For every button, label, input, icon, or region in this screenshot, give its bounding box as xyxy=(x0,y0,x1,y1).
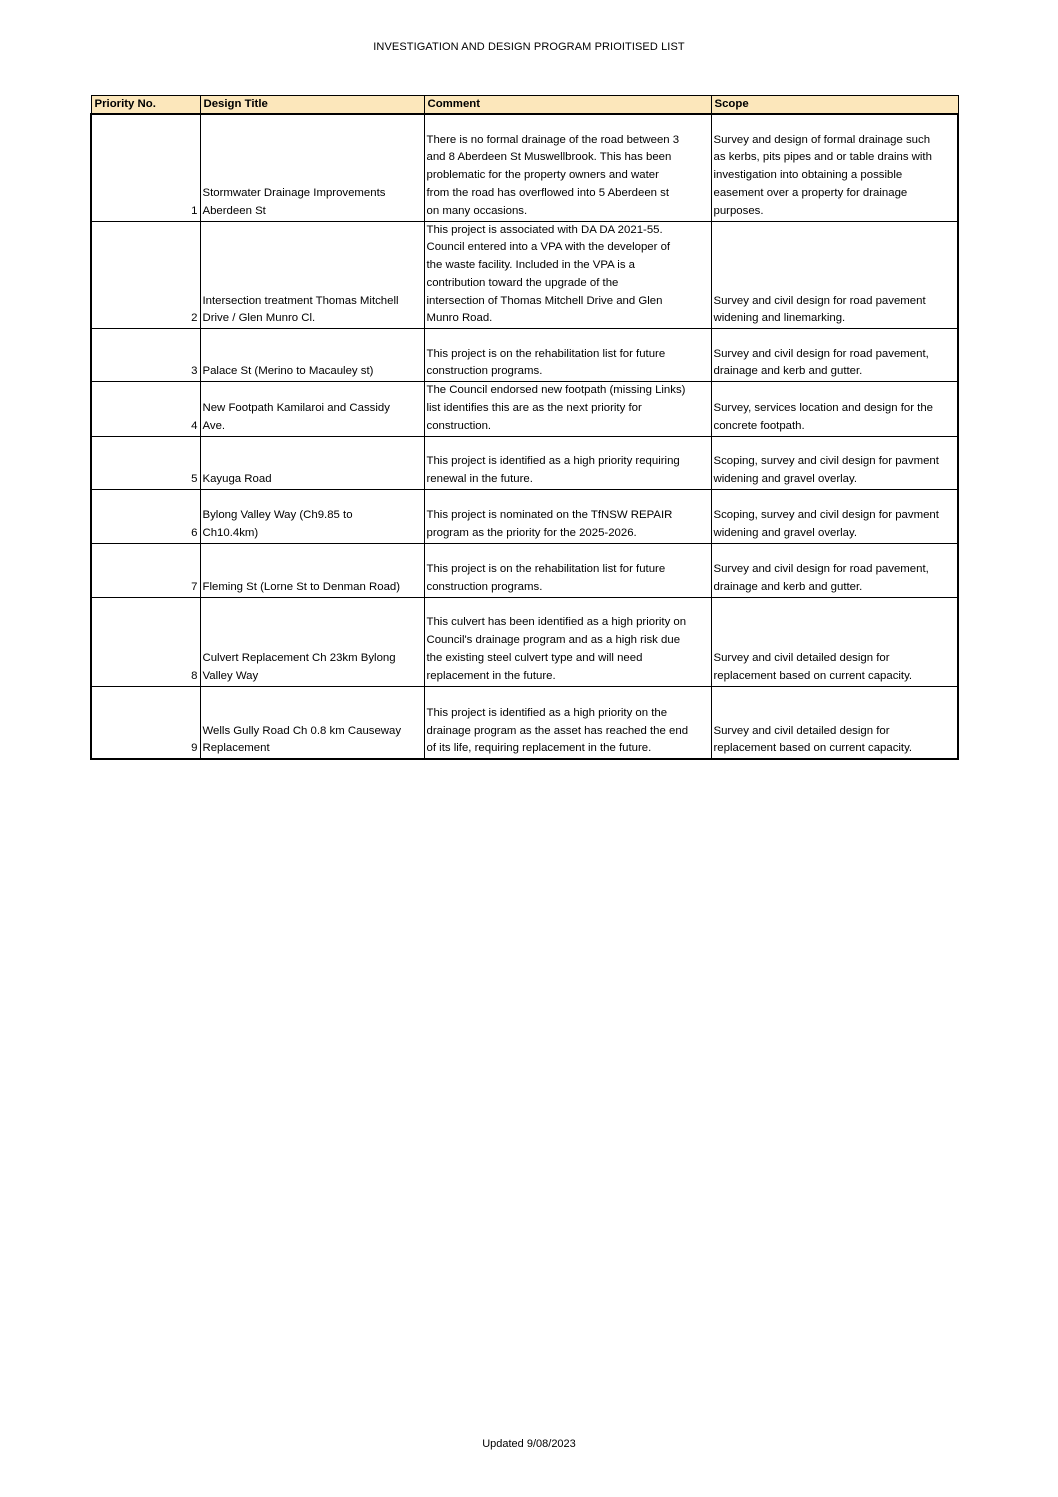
design-title-cell: Wells Gully Road Ch 0.8 km Causeway Replacement xyxy=(200,686,424,759)
priority-number: 1 xyxy=(91,114,200,221)
header-design-title: Design Title xyxy=(200,96,424,115)
priority-number: 5 xyxy=(91,436,200,489)
comment-cell: There is no formal drainage of the road between 3 and 8 Aberdeen St Muswellbrook. This has been problematic for the property owners and water from the road has overflowed into 5 Aberdeen st on many occasions. xyxy=(424,114,711,221)
table-row xyxy=(91,436,958,489)
scope-cell: Survey and civil design for road pavement widening and linemarking. xyxy=(711,221,958,329)
priority-number: 2 xyxy=(91,221,200,329)
priority-number: 3 xyxy=(91,329,200,382)
comment-cell: The Council endorsed new footpath (missing Links) list identifies this are as the next priority for construction. xyxy=(424,382,711,436)
scope-cell: Survey and civil design for road pavement, drainage and kerb and gutter. xyxy=(711,329,958,382)
design-title-cell: New Footpath Kamilaroi and Cassidy Ave. xyxy=(200,382,424,436)
design-title-cell: Fleming St (Lorne St to Denman Road) xyxy=(200,543,424,597)
design-title-cell: Intersection treatment Thomas Mitchell Drive / Glen Munro Cl. xyxy=(200,221,424,329)
table-row xyxy=(91,221,958,329)
comment-cell: This project is identified as a high priority on the drainage program as the asset has reached the end of its life, requiring replacement in the future. xyxy=(424,686,711,759)
updated-date: Updated 9/08/2023 xyxy=(482,1438,576,1450)
header-comment: Comment xyxy=(424,96,711,115)
design-title-cell: Kayuga Road xyxy=(200,436,424,489)
priority-number: 7 xyxy=(91,543,200,597)
table-row xyxy=(91,329,958,382)
page-title: INVESTIGATION AND DESIGN PROGRAM PRIOITISED LIST xyxy=(373,41,685,53)
table-row xyxy=(91,597,958,686)
table-row xyxy=(91,686,958,759)
table-row xyxy=(91,114,958,221)
priority-number: 6 xyxy=(91,489,200,543)
scope-cell: Survey, services location and design for the concrete footpath. xyxy=(711,382,958,436)
scope-cell: Survey and design of formal drainage such as kerbs, pits pipes and or table drains with investigation into obtaining a possible easement over a property for drainage purposes. xyxy=(711,114,958,221)
table-header-row xyxy=(91,96,958,115)
comment-cell: This project is identified as a high priority requiring renewal in the future. xyxy=(424,436,711,489)
design-title-cell: Bylong Valley Way (Ch9.85 to Ch10.4km) xyxy=(200,489,424,543)
header-scope: Scope xyxy=(711,96,958,115)
table-row xyxy=(91,382,958,436)
priority-number: 8 xyxy=(91,597,200,686)
scope-cell: Survey and civil design for road pavement, drainage and kerb and gutter. xyxy=(711,543,958,597)
design-title-cell: Culvert Replacement Ch 23km Bylong Valley Way xyxy=(200,597,424,686)
comment-cell: This project is associated with DA DA 2021-55. Council entered into a VPA with the developer of the waste facility. Included in the VPA is a contribution toward the upgrade of the intersection of Thomas Mitchell Drive and Glen Munro Road. xyxy=(424,221,711,329)
comment-cell: This project is on the rehabilitation list for future construction programs. xyxy=(424,329,711,382)
scope-cell: Scoping, survey and civil design for pavment widening and gravel overlay. xyxy=(711,489,958,543)
table-row xyxy=(91,543,958,597)
table-row xyxy=(91,489,958,543)
design-title-cell: Palace St (Merino to Macauley st) xyxy=(200,329,424,382)
comment-cell: This project is nominated on the TfNSW REPAIR program as the priority for the 2025-2026. xyxy=(424,489,711,543)
priority-table xyxy=(90,95,959,760)
scope-cell: Survey and civil detailed design for replacement based on current capacity. xyxy=(711,597,958,686)
scope-cell: Scoping, survey and civil design for pavment widening and gravel overlay. xyxy=(711,436,958,489)
header-priority-no: Priority No. xyxy=(91,96,200,115)
design-title-cell: Stormwater Drainage Improvements Aberdeen St xyxy=(200,114,424,221)
priority-number: 4 xyxy=(91,382,200,436)
comment-cell: This culvert has been identified as a high priority on Council's drainage program and as a high risk due the existing steel culvert type and will need replacement in the future. xyxy=(424,597,711,686)
comment-cell: This project is on the rehabilitation list for future construction programs. xyxy=(424,543,711,597)
priority-number: 9 xyxy=(91,686,200,759)
scope-cell: Survey and civil detailed design for replacement based on current capacity. xyxy=(711,686,958,759)
